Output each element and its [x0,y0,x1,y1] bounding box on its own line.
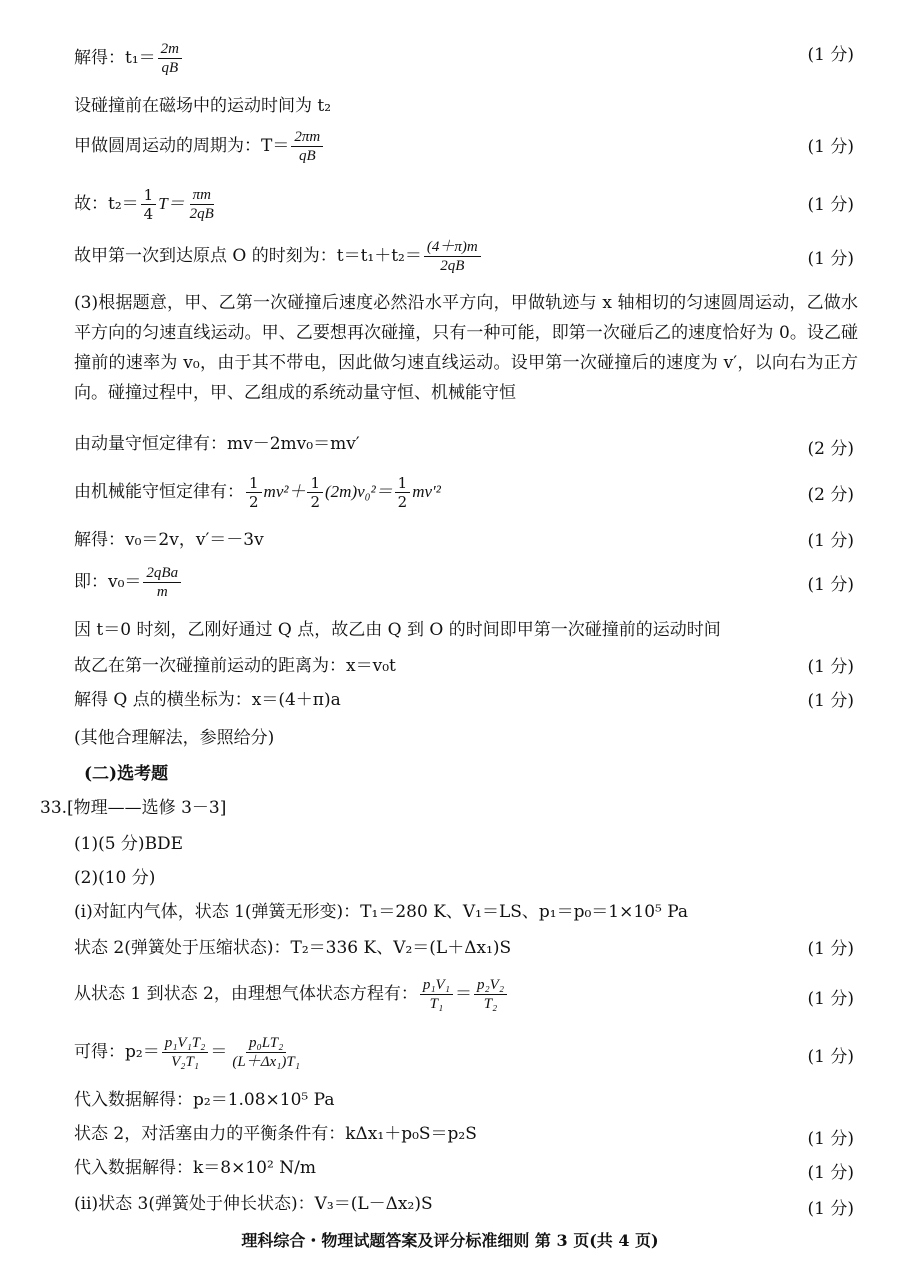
line-t1 [74,40,184,77]
numerator: 2m [158,40,182,59]
fraction [141,186,157,223]
line-part2: (2)(10 分) [74,868,156,888]
denominator: 4 [143,205,154,223]
line-period [74,128,325,165]
line-text: T＝ [158,194,185,213]
page-footer: 理科综合・物理试题答案及评分标准细则 第 3 页(共 4 页) [241,1231,659,1250]
paragraph-part3: (3)根据题意，甲、乙第一次碰撞后速度必然沿水平方向，甲做轨迹与 x 轴相切的匀速圆周运动，乙做水平方向的匀速直线运动。甲、乙要想再次碰撞，只有一种可能，即第一次碰后乙的速度恰好为 0。设乙碰撞前的速率为 v₀，由于其不带电，因此做匀速直线运动。设甲第一次碰撞后的速度为 v′，以向右为正方向。碰撞过程中，甲、乙组成的系统动量守恒、机械能守恒 [74,293,858,403]
score: (1 分) [807,1047,854,1067]
line-energy [74,474,441,511]
fraction [424,238,481,275]
numerator: p₀LT₂ [246,1034,286,1053]
score: (1 分) [807,249,854,269]
numerator: 1 [395,474,411,493]
line-v0 [74,564,183,601]
line-t2-intro: 设碰撞前在磁场中的运动时间为 t₂ [74,96,332,116]
denominator: V₂T₁ [171,1054,199,1070]
fraction [246,474,262,511]
denominator: m [156,584,168,600]
line-text: 从状态 1 到状态 2，由理想气体状态方程有： [74,984,418,1004]
line-text: 可得：p₂＝ [74,1042,160,1062]
denominator: 2 [397,493,408,511]
line-text: 故甲第一次到达原点 O 的时刻为：t＝t₁＋t₂＝ [74,246,422,266]
denominator: 2 [249,493,259,511]
numerator: 1 [246,474,262,493]
line-text: 解得：t₁＝ [74,48,156,68]
fraction [291,128,323,165]
line-p2-value: 代入数据解得：p₂＝1.08×10⁵ Pa [74,1090,335,1110]
fraction [395,474,411,511]
question-33-title: 33.[物理——选修 3－3] [40,798,227,818]
fraction [187,186,217,223]
denominator: 2qB [440,258,465,274]
numerator: 2qBa [143,564,181,583]
score: (1 分) [807,1129,854,1149]
denominator: T₂ [483,996,498,1012]
score: (1 分) [807,939,854,959]
score: (1 分) [807,137,854,157]
score: (1 分) [807,691,854,711]
line-text: mv′² [412,482,441,501]
score: (2 分) [807,439,854,459]
numerator: (4＋π)m [424,238,481,257]
line-state1: (ⅰ)对缸内气体，状态 1(弹簧无形变)：T₁＝280 K、V₁＝LS、p₁＝p₀＝1×10⁵ Pa [74,902,689,922]
score: (1 分) [807,1199,854,1219]
score: (1 分) [807,1163,854,1183]
fraction [158,40,182,77]
denominator: 2qB [189,206,214,222]
line-time-origin [74,238,483,275]
denominator: qB [161,60,179,76]
line-text: 由机械能守恒定律有： [74,482,244,502]
line-state3: (ⅱ)状态 3(弹簧处于伸长状态)：V₃＝(L－Δx₂)S [74,1194,433,1214]
numerator: 2πm [291,128,323,147]
fraction [474,976,507,1013]
line-text: 故：t₂＝ [74,194,139,214]
line-force-balance: 状态 2，对活塞由力的平衡条件有：kΔx₁＋p₀S＝p₂S [74,1124,477,1144]
score: (1 分) [807,531,854,551]
numerator: p₁V₁ [420,976,453,995]
denominator: 2 [310,493,321,511]
score: (1 分) [807,657,854,677]
fraction [143,564,181,601]
line-p2-derivation: 可得：p₂＝ $\frac{\text{p₁V₁T₂}}{\text{V₂T₁}}$ ＝ $\frac{\text{p₀LT₂}}{\text{(L＋Δx₁)T₁}}$ [74,1034,305,1071]
fraction [307,474,323,511]
line-q-coord: 解得 Q 点的横坐标为：x＝(4＋π)a [74,690,341,710]
numerator: 1 [141,186,157,205]
line-part1: (1)(5 分)BDE [74,834,184,854]
numerator: p₁V₁T₂ [162,1034,209,1053]
score: (1 分) [807,989,854,1009]
denominator: (L＋Δx₁)T₁ [232,1054,300,1070]
line-text: mv²＋ [263,482,306,501]
fraction [229,1034,303,1071]
line-other-methods: (其他合理解法，参照给分) [74,728,275,748]
line-gas-equation: 从状态 1 到状态 2，由理想气体状态方程有： $\frac{\text{p₁V₁}}{\text{T₁}}$ ＝ $\frac{\text{p₂V₂}}{\text{T₂}}$ [74,976,509,1013]
line-state2: 状态 2(弹簧处于压缩状态)：T₂＝336 K、V₂＝(L＋Δx₁)S [74,938,512,958]
numerator: πm [190,186,214,205]
score: (1 分) [807,575,854,595]
numerator: 1 [307,474,323,493]
score: (2 分) [807,485,854,505]
score: (1 分) [807,45,854,65]
numerator: p₂V₂ [474,976,507,995]
line-text: (2m)v₀²＝ [325,482,393,501]
fraction [162,1034,209,1071]
line-text: 即：v₀＝ [74,572,142,592]
denominator: qB [298,148,316,164]
line-k-value: 代入数据解得：k＝8×10² N/m [74,1158,316,1178]
line-momentum: 由动量守恒定律有：mv－2mv₀＝mv′ [74,434,360,454]
line-solution-v: 解得：v₀＝2v，v′＝－3v [74,530,264,550]
line-text: 甲做圆周运动的周期为：T＝ [74,136,290,156]
line-t2 [74,186,219,223]
line-distance: 故乙在第一次碰撞前运动的距离为：x＝v₀t [74,656,396,676]
section-heading: (二)选考题 [84,764,169,784]
line-q-time: 因 t＝0 时刻，乙刚好通过 Q 点，故乙由 Q 到 O 的时间即甲第一次碰撞前的运动时间 [74,620,721,640]
fraction [420,976,453,1013]
score: (1 分) [807,195,854,215]
denominator: T₁ [429,996,444,1012]
